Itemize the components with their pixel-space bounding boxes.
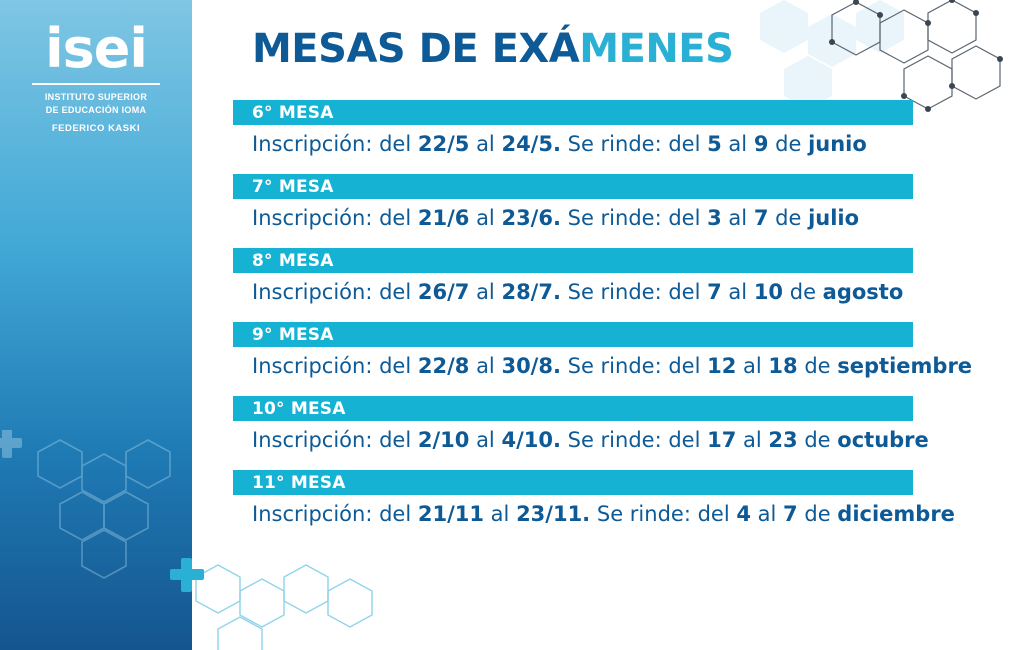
exam-start-day: 17 (707, 428, 737, 452)
exam-start-day: 3 (707, 206, 722, 230)
range-connector: al (490, 502, 510, 526)
brand-line-1: INSTITUTO SUPERIOR (44, 92, 148, 102)
brand-sidebar (0, 0, 192, 650)
range-connector: al (476, 132, 495, 156)
exam-start-day: 12 (707, 354, 737, 378)
exam-end-day: 7 (783, 502, 798, 526)
exam-session-title: 8° MESA (252, 250, 334, 271)
inscription-label: Inscripción: del (252, 132, 412, 156)
exam-session-dates (233, 280, 913, 304)
logo-wordmark: isei (45, 17, 147, 80)
exam-session-dates (233, 206, 913, 230)
exam-session-header-bar (233, 322, 913, 347)
exam-month: agosto (822, 280, 904, 304)
exam-start-day: 4 (736, 502, 751, 526)
exam-start-day: 5 (707, 132, 722, 156)
exam-session-title: 6° MESA (252, 102, 334, 123)
exam-session-header-bar (233, 100, 913, 125)
exam-session-block (233, 322, 973, 378)
month-connector: de (775, 206, 802, 230)
range-connector: al (743, 428, 762, 452)
exam-session-block (233, 470, 955, 526)
exam-label: Se rinde: del (567, 206, 701, 230)
exam-label: Se rinde: del (567, 132, 701, 156)
range-connector: al (476, 280, 495, 304)
exam-label: Se rinde: del (596, 502, 730, 526)
exam-label: Se rinde: del (567, 428, 701, 452)
inscription-label: Inscripción: del (252, 354, 412, 378)
exam-month: octubre (837, 428, 929, 452)
range-connector: al (757, 502, 777, 526)
exam-session-header-bar (233, 470, 913, 495)
exam-session-block (233, 100, 913, 156)
inscription-label: Inscripción: del (252, 206, 412, 230)
page-title (252, 26, 733, 72)
exam-end-day: 10 (753, 280, 784, 304)
exam-start-day: 7 (707, 280, 722, 304)
exam-session-block (233, 248, 913, 304)
inscription-label: Inscripción: del (252, 502, 412, 526)
exam-session-title: 11° MESA (252, 472, 346, 493)
exam-end-day: 23 (768, 428, 798, 452)
exam-month: julio (808, 206, 860, 230)
inscription-start-date: 21/6 (417, 206, 470, 230)
range-connector: al (476, 354, 495, 378)
exam-session-header-bar (233, 396, 913, 421)
range-connector: al (476, 206, 495, 230)
logo-divider (32, 83, 160, 85)
exam-session-dates (233, 354, 973, 378)
exam-end-day: 18 (768, 354, 798, 378)
exam-end-day: 7 (753, 206, 769, 230)
inscription-end-date: 28/7. (501, 280, 561, 304)
bottom-hexagon-decoration-icon (170, 555, 430, 650)
exam-session-block (233, 396, 929, 452)
month-connector: de (775, 132, 802, 156)
inscription-end-date: 23/11. (516, 502, 591, 526)
inscription-start-date: 26/7 (417, 280, 470, 304)
inscription-end-date: 30/8. (501, 354, 561, 378)
logo (0, 17, 192, 135)
exam-month: junio (808, 132, 867, 156)
inscription-label: Inscripción: del (252, 280, 412, 304)
range-connector: al (476, 428, 495, 452)
exam-label: Se rinde: del (567, 354, 701, 378)
inscription-start-date: 22/5 (417, 132, 470, 156)
exam-session-header-bar (233, 174, 913, 199)
exam-session-title: 10° MESA (252, 398, 346, 419)
inscription-end-date: 4/10. (501, 428, 561, 452)
range-connector: al (728, 132, 748, 156)
exam-month: diciembre (837, 502, 955, 526)
hexagon-pattern-icon (0, 430, 192, 650)
page-title-light: MENES (579, 26, 734, 72)
exam-session-block (233, 174, 913, 230)
inscription-label: Inscripción: del (252, 428, 412, 452)
exam-month: septiembre (837, 354, 973, 378)
exam-session-dates (233, 428, 929, 452)
brand-line-2: DE EDUCACIÓN IOMA (45, 105, 147, 116)
inscription-start-date: 22/8 (417, 354, 470, 378)
exam-session-header-bar (233, 248, 913, 273)
inscription-start-date: 21/11 (417, 502, 484, 526)
exam-label: Se rinde: del (567, 280, 701, 304)
exam-end-day: 9 (753, 132, 769, 156)
exam-session-title: 9° MESA (252, 324, 334, 345)
month-connector: de (789, 280, 816, 304)
exam-session-title: 7° MESA (252, 176, 334, 197)
range-connector: al (728, 206, 748, 230)
month-connector: de (804, 428, 831, 452)
page-title-dark: MESAS DE EXÁ (252, 26, 580, 72)
inscription-end-date: 24/5. (501, 132, 561, 156)
inscription-end-date: 23/6. (501, 206, 561, 230)
range-connector: al (728, 280, 748, 304)
month-connector: de (804, 354, 831, 378)
exam-sessions-list (233, 100, 973, 544)
exam-session-dates (233, 132, 913, 156)
range-connector: al (743, 354, 762, 378)
month-connector: de (804, 502, 831, 526)
exam-session-dates (233, 502, 955, 526)
brand-line-3: FEDERICO KASKI (51, 123, 141, 135)
inscription-start-date: 2/10 (417, 428, 470, 452)
